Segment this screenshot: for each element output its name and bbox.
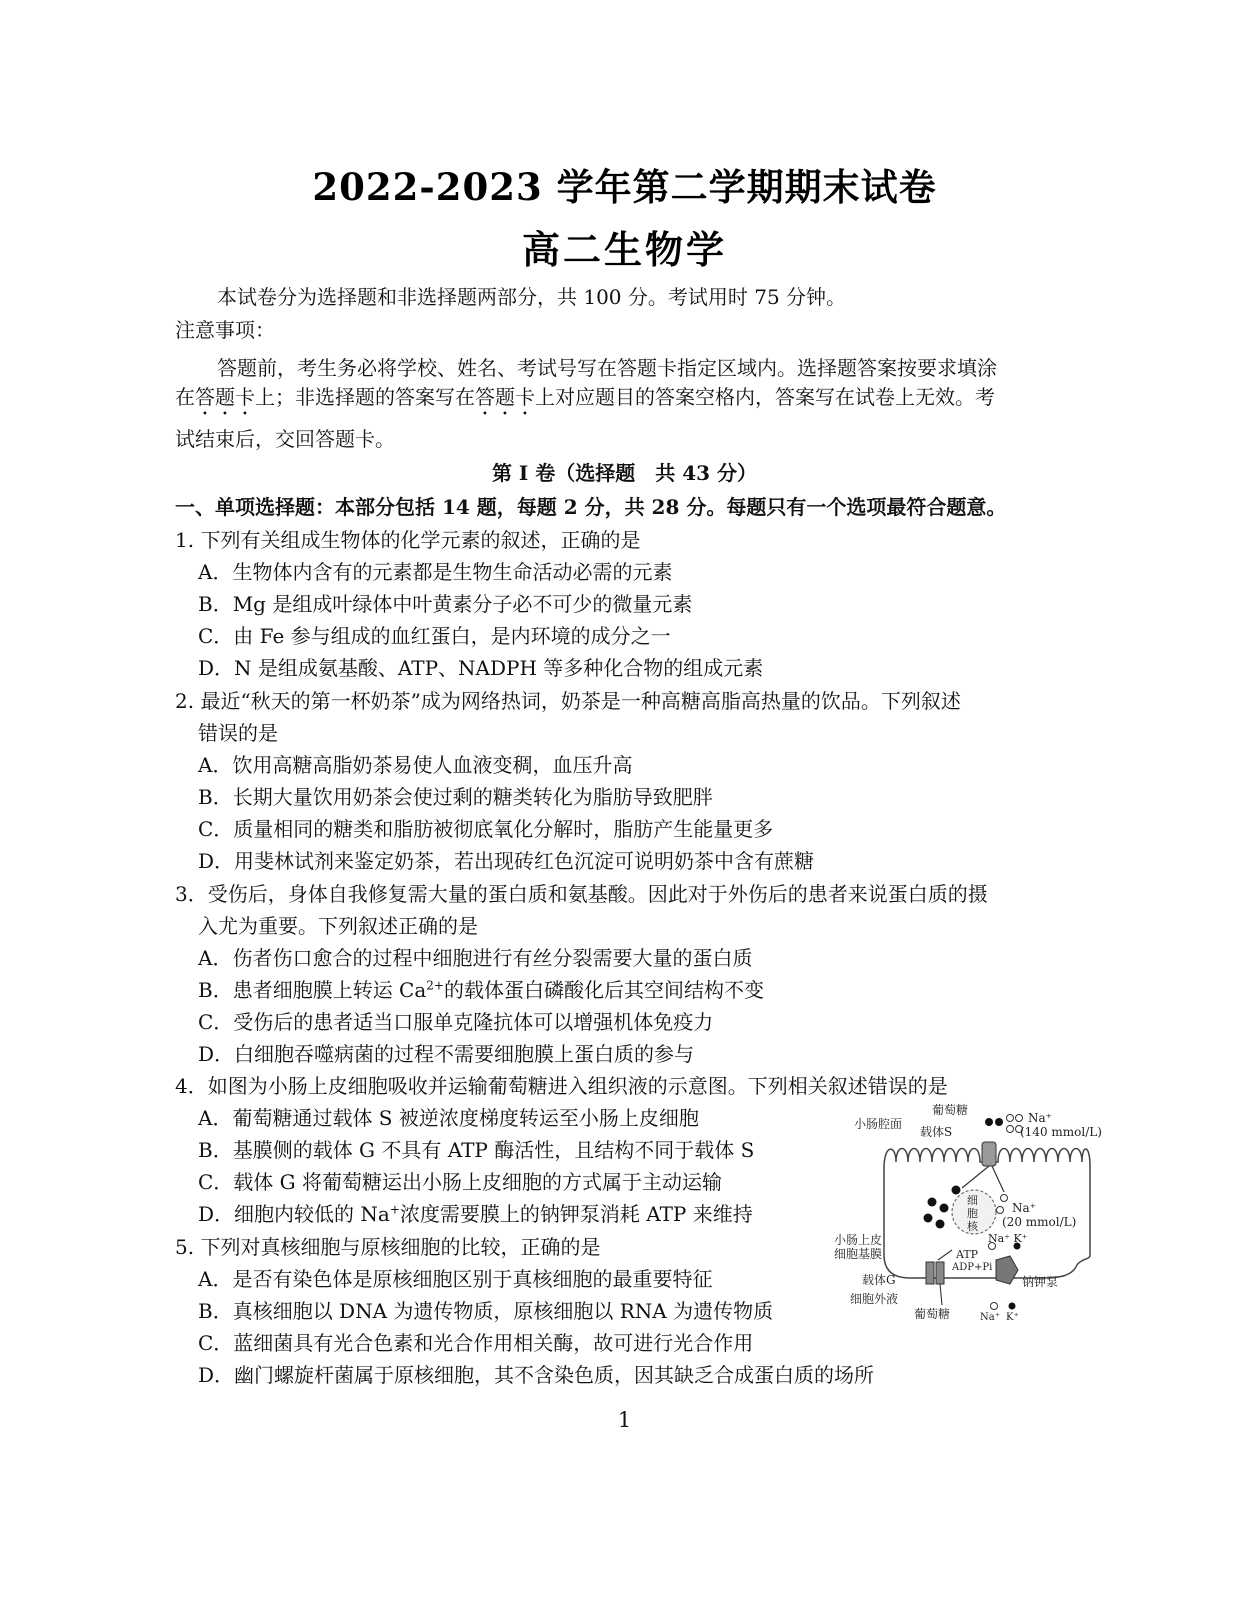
q5-stem: 5. 下列对真核细胞与原核细胞的比较，正确的是: [175, 1235, 601, 1259]
exam-subject: 高二生物学: [521, 227, 727, 272]
q3-stem-line-2: 入尤为重要。下列叙述正确的是: [198, 914, 478, 938]
label-glucose-top: 葡萄糖: [932, 1103, 969, 1117]
q5-option-a: A．是否有染色体是原核细胞区别于真核细胞的最重要特征: [198, 1267, 713, 1291]
glucose-dot-top: [985, 1118, 993, 1126]
q3-calcium-charge: 2+: [426, 978, 444, 993]
sodium-ion-out: [991, 1303, 998, 1310]
exam-intro: 本试卷分为选择题和非选择题两部分，共 100 分。考试用时 75 分钟。: [217, 285, 847, 309]
label-adp: ADP+Pi: [952, 1262, 993, 1273]
notice-line-2: 在答题卡上；非选择题的答案写在答题卡上对应题目的答案空格内，答案写在试卷上无效。考: [175, 385, 995, 409]
q4-option-a: A．葡萄糖通过载体 S 被逆浓度梯度转运至小肠上皮细胞: [198, 1106, 699, 1130]
page-number: 1: [617, 1408, 632, 1432]
carrier-g-shape: [936, 1262, 944, 1284]
label-na-inside-conc: (20 mmol/L): [1002, 1215, 1077, 1229]
q3-option-a: A．伤者伤口愈合的过程中细胞进行有丝分裂需要大量的蛋白质: [198, 946, 753, 970]
label-extracellular: 细胞外液: [850, 1292, 899, 1306]
notice-heading: 注意事项：: [175, 318, 275, 342]
glucose-dot: [924, 1214, 933, 1223]
label-na-k-inside: Na⁺ K⁺: [988, 1232, 1028, 1245]
glucose-exit-arrow-2: [940, 1284, 942, 1305]
q5-option-c: C．蓝细菌具有光合色素和光合作用相关酶，故可进行光合作用: [198, 1331, 754, 1355]
q1-option-d: D．N 是组成氨基酸、ATP、NADPH 等多种化合物的组成元素: [198, 656, 764, 680]
q4-option-d: D．细胞内较低的 Na+浓度需要膜上的钠钾泵消耗 ATP 来维持: [198, 1202, 753, 1226]
potassium-ion-out: [1009, 1303, 1016, 1310]
notice-line-3: 试结束后，交回答题卡。: [175, 427, 395, 451]
q4-sodium-charge: +: [389, 1202, 400, 1217]
q4-option-b: B．基膜侧的载体 G 不具有 ATP 酶活性，且结构不同于载体 S: [198, 1138, 755, 1162]
label-na-out: Na⁺: [980, 1312, 1000, 1323]
nucleus-label-1: 细: [967, 1194, 978, 1207]
sodium-entry-arrow: [992, 1166, 1004, 1192]
sodium-ion-inside: [1001, 1195, 1008, 1202]
exam-title: 2022-2023 学年第二学期期末试卷: [312, 165, 937, 209]
q2-option-d: D．用斐林试剂来鉴定奶茶，若出现砖红色沉淀可说明奶茶中含有蔗糖: [198, 849, 815, 873]
q3-option-d: D．白细胞吞噬病菌的过程不需要细胞膜上蛋白质的参与: [198, 1042, 695, 1066]
q2-option-a: A．饮用高糖高脂奶茶易使人血液变稠，血压升高: [198, 753, 633, 777]
glucose-dot: [936, 1220, 945, 1229]
label-k-out: K⁺: [1006, 1312, 1019, 1323]
q2-option-b: B．长期大量饮用奶茶会使过剩的糖类转化为脂肪导致肥胖: [198, 785, 713, 809]
q2-option-c: C．质量相同的糖类和脂肪被彻底氧化分解时，脂肪产生能量更多: [198, 817, 774, 841]
q4-option-c: C．载体 G 将葡萄糖运出小肠上皮细胞的方式属于主动运输: [198, 1170, 722, 1194]
label-pump: 钠钾泵: [1022, 1275, 1059, 1289]
nucleus-label-3: 核: [967, 1220, 978, 1233]
q2-stem-line-1: 2. 最近“秋天的第一杯奶茶”成为网络热词，奶茶是一种高糖高脂高热量的饮品。下列叙述: [175, 689, 961, 713]
label-na-top: Na⁺: [1028, 1111, 1052, 1125]
label-na-inside: Na⁺: [1012, 1201, 1036, 1215]
q1-option-a: A．生物体内含有的元素都是生物生命活动必需的元素: [198, 560, 673, 584]
glucose-dot: [940, 1204, 949, 1213]
label-atp: ATP: [956, 1248, 979, 1261]
notice-line-1: 答题前，考生务必将学校、姓名、考试号写在答题卡指定区域内。选择题答案按要求填涂: [217, 356, 997, 380]
label-carrier-g: 载体G: [862, 1273, 896, 1287]
q1-stem: 1. 下列有关组成生物体的化学元素的叙述，正确的是: [175, 528, 641, 552]
part1-heading: 第 I 卷（选择题 共 43 分）: [491, 461, 758, 485]
q2-stem-line-2: 错误的是: [198, 721, 278, 745]
q5-option-b: B．真核细胞以 DNA 为遗传物质，原核细胞以 RNA 为遗传物质: [198, 1299, 774, 1323]
carrier-s-shape: [982, 1142, 996, 1166]
sodium-ion-inside: [997, 1207, 1004, 1214]
q5-option-d: D．幽门螺旋杆菌属于原核细胞，其不含染色质，因其缺乏合成蛋白质的场所: [198, 1363, 875, 1387]
q3-option-c: C．受伤后的患者适当口服单克隆抗体可以增强机体免疫力: [198, 1010, 714, 1034]
intestinal-cell-diagram: [832, 1100, 1132, 1332]
q4-stem: 4．如图为小肠上皮细胞吸收并运输葡萄糖进入组织液的示意图。下列相关叙述错误的是: [175, 1074, 948, 1098]
label-carrier-s: 载体S: [920, 1125, 953, 1139]
sodium-ion-top: [1007, 1115, 1014, 1122]
sodium-ion-top: [1016, 1115, 1023, 1122]
emphasis-answer-card-2: 答题卡: [475, 385, 535, 409]
label-na-top-conc: (140 mmol/L): [1020, 1125, 1102, 1139]
sodium-potassium-pump-shape: [996, 1256, 1018, 1284]
emphasis-answer-card-1: 答题卡: [195, 385, 255, 409]
q1-option-c: C．由 Fe 参与组成的血红蛋白，是内环境的成分之一: [198, 624, 671, 648]
section1-heading: 一、单项选择题：本部分包括 14 题，每题 2 分，共 28 分。每题只有一个选项最符合题意。: [175, 495, 1007, 519]
glucose-exit-arrow: [938, 1250, 952, 1260]
label-basal-2: 细胞基膜: [834, 1247, 883, 1261]
q3-stem-line-1: 3．受伤后，身体自我修复需大量的蛋白质和氨基酸。因此对于外伤后的患者来说蛋白质的摄: [175, 882, 988, 906]
glucose-dot-top: [995, 1118, 1003, 1126]
q3-option-b: B．患者细胞膜上转运 $Ca^{2+}$的载体蛋白磷酸化后其空间结构不变: [198, 978, 764, 1002]
glucose-dot: [952, 1186, 961, 1195]
nucleus-label-2: 胞: [967, 1207, 978, 1220]
q1-option-b: B．Mg 是组成叶绿体中叶黄素分子必不可少的微量元素: [198, 592, 693, 616]
sodium-ion-top: [1007, 1126, 1014, 1133]
label-glucose-bottom: 葡萄糖: [914, 1307, 951, 1321]
carrier-g-shape: [926, 1262, 934, 1284]
label-basal-1: 小肠上皮: [834, 1233, 883, 1247]
glucose-dot: [928, 1198, 937, 1207]
glucose-entry-arrow: [962, 1166, 989, 1188]
label-lumen: 小肠腔面: [854, 1117, 903, 1131]
